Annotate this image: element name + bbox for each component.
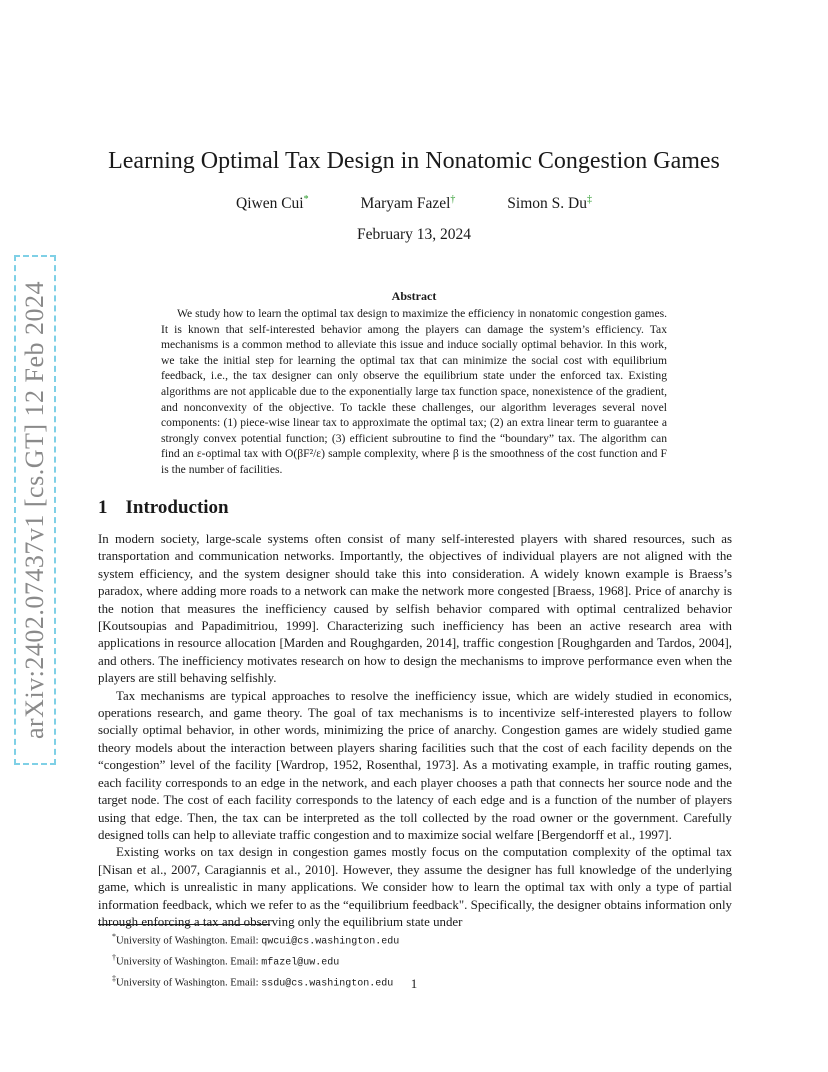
paragraph: In modern society, large-scale systems often consist of many self-interested players with shared resources, such as transportation and communication networks. Importantly, the objectives of individual players are not aligned with the system efficiency, and the system designer should take this into consideration. A widely known example is Braess’s paradox, where adding more roads to a network can make the network more congested [Braess, 1968]. Price of anarchy is the notion that measures the inefficiency caused by selfish behavior compared with optimal centralized behavior [Koutsoupias and Papadimitriou, 1999]. Characterizing such inefficiency has been an active research area with applications in resource allocation [Marden and Roughgarden, 2014], traffic congestion [Roughgarden and Tardos, 2004], and others. The inefficiency motivates research on how to design the mechanisms to improve performance even when the players are still behaving selfishly. xyxy=(98,532,732,686)
introduction-body xyxy=(98,531,732,931)
page-number: 1 xyxy=(410,976,418,991)
paper-date: February 13, 2024 xyxy=(356,226,472,243)
arxiv-stamp-text: arXiv:2402.07437v1 [cs.GT] 12 Feb 2024 xyxy=(20,280,49,740)
footnote xyxy=(112,950,399,971)
footnote-text: University of Washington. Email: xyxy=(116,956,262,968)
abstract-body: We study how to learn the optimal tax design to maximize the efficiency in nonatomic congestion games. It is known that self-interested behavior among the players can damage the system’s efficiency. Tax mechanisms is a common method to alleviate this issue and induce socially optimal behavior. In this work, we take the initial step for learning the optimal tax that can minimize the social cost with equilibrium feedback, i.e., the tax designer can only observe the equilibrium state under the enforced tax. Existing algorithms are not applicable due to the exponentially large tax function space, nonexistence of the gradient, and nonconvexity of the objective. To tackle these challenges, our algorithm leverages several novel components: (1) piece-wise linear tax to approximate the optimal tax; (2) an extra linear term to guarantee a strongly convex potential function; (3) efficient subroutine to find the “boundary” tax. The algorithm can find an ε-optimal tax with O(βF²/ε) sample complexity, where β is the smoothness of the cost function and F is the number of facilities. xyxy=(161,307,667,476)
footnote-text: University of Washington. Email: xyxy=(116,977,262,989)
paragraph: Tax mechanisms are typical approaches to resolve the inefficiency issue, which are widely studied in economics, operations research, and game theory. The goal of tax mechanisms is to incentivize self-interested players to follow socially optimal behavior, in other words, minimizing the price of anarchy. Congestion games are widely studied game theory models about the interaction between players sharing facilities such that the cost of each facility depends on the “congestion” level of the facility [Wardrop, 1952, Rosenthal, 1973]. As a motivating example, in traffic routing games, each facility corresponds to an edge in the network, and each player chooses a path that connects her source node and the target node. The cost of each facility corresponds to the latency of each edge and is a function of the number of players using that edge. Then, the tax can be interpreted as the toll collected by the road owner or the government. Carefully designed tolls can help to alleviate traffic congestion and to maximize social welfare [Bergendorff et al., 1997]. xyxy=(98,688,732,842)
footnote-mark: * xyxy=(112,932,116,941)
section-heading xyxy=(98,497,229,519)
paragraph: Existing works on tax design in congestion games mostly focus on the computation complexity of the optimal tax [Nisan et al., 2007, Caragiannis et al., 2010]. However, they assume the designer has full knowledge of the underlying game, which is unrealistic in many applications. We consider how to learn the optimal tax with only a type of partial information feedback, which we refer to as the “equilibrium feedback". Specifically, the designer obtains information only through enforcing a tax and observing only the equilibrium state under xyxy=(98,845,732,929)
author-footnote-mark[interactable]: * xyxy=(303,194,309,205)
author-list xyxy=(0,194,828,213)
section-title: Introduction xyxy=(125,497,229,518)
footnote-email[interactable]: qwcui@cs.washington.edu xyxy=(261,936,400,948)
author-footnote-mark[interactable]: ‡ xyxy=(586,194,592,205)
footnote-email[interactable]: ssdu@cs.washington.edu xyxy=(261,978,394,990)
author-name: Maryam Fazel xyxy=(360,195,451,213)
section-number: 1 xyxy=(98,497,108,518)
author-name: Qiwen Cui xyxy=(236,195,304,213)
author-name: Simon S. Du xyxy=(507,195,587,213)
author xyxy=(507,194,592,213)
author-footnote-mark[interactable]: † xyxy=(450,194,456,205)
footnote-divider xyxy=(98,924,270,925)
footnote-mark: ‡ xyxy=(112,974,116,984)
author xyxy=(236,194,309,213)
author xyxy=(360,194,455,213)
paper-title: Learning Optimal Tax Design in Nonatomic Congestion Games xyxy=(108,148,720,174)
footnote xyxy=(112,929,399,950)
abstract-heading: Abstract xyxy=(391,289,437,303)
footnote-mark: † xyxy=(112,953,116,963)
footnote-email[interactable]: mfazel@uw.edu xyxy=(261,957,340,969)
footnote-text: University of Washington. Email: xyxy=(116,935,262,947)
arxiv-stamp xyxy=(14,255,56,765)
